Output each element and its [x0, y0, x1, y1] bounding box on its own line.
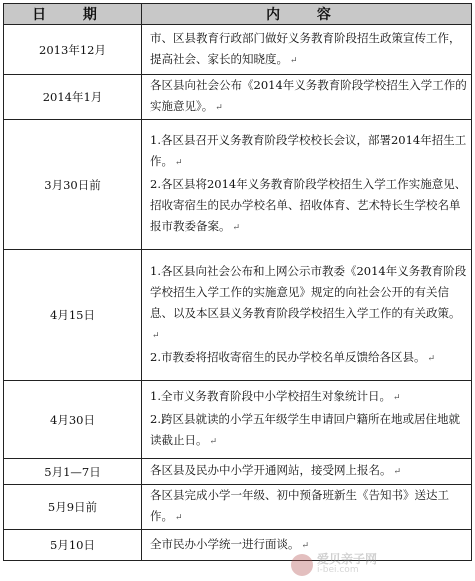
paragraph-mark-icon: ↵ — [175, 513, 183, 523]
paragraph-mark-icon: ↵ — [152, 330, 160, 341]
row-date: 2014年1月 — [4, 75, 142, 120]
row-content — [142, 459, 472, 485]
paragraph-mark-icon: ↵ — [232, 223, 241, 233]
row-content — [142, 250, 472, 381]
row-content — [142, 75, 472, 120]
header-date: 日 期 — [4, 4, 142, 25]
content-paragraph — [150, 386, 467, 409]
content-paragraph — [150, 485, 467, 529]
paragraph-mark-icon: ↵ — [175, 158, 183, 168]
schedule-table — [3, 3, 472, 561]
paragraph-text: 2.各区县将2014年义务教育阶段学校招生入学工作实施意见、招收寄宿生的民办学校名单、招收体育、艺术特长生学校名单报市教委备案。 — [150, 177, 467, 233]
header-row — [4, 4, 472, 25]
row-date: 5月9日前 — [4, 485, 142, 530]
table-row — [4, 381, 472, 459]
row-content — [142, 25, 472, 75]
row-date: 4月30日 — [4, 381, 142, 459]
row-date: 5月10日 — [4, 530, 142, 561]
table-row — [4, 485, 472, 530]
table-row — [4, 75, 472, 120]
watermark-name: 爱贝亲子网 — [317, 552, 378, 566]
paragraph-mark-icon: ↵ — [393, 467, 402, 477]
content-paragraph — [150, 28, 467, 72]
paragraph-text: 各区县及民办中小学开通网站，接受网上报名。 — [150, 463, 392, 477]
row-date: 3月30日前 — [4, 120, 142, 250]
row-date: 4月15日 — [4, 250, 142, 381]
table-row — [4, 250, 472, 381]
content-paragraph — [150, 409, 467, 453]
paragraph-mark-icon: ↵ — [301, 540, 310, 551]
header-content: 内 容 — [142, 4, 472, 25]
watermark — [291, 553, 469, 577]
paragraph-mark-icon: ↵ — [215, 103, 223, 113]
row-content — [142, 120, 472, 250]
watermark-logo-icon — [291, 554, 313, 576]
content-paragraph — [150, 460, 467, 483]
paragraph-text: 各区县完成小学一年级、初中预备班新生《告知书》送达工作。 — [150, 488, 449, 523]
content-paragraph — [150, 347, 467, 370]
content-paragraph — [150, 130, 467, 174]
paragraph-text: 1.各区县召开义务教育阶段学校校长会议，部署2014年招生工作。 — [150, 133, 467, 168]
paragraph-text: 全市民办小学统一进行面谈。 — [150, 536, 300, 551]
row-content — [142, 381, 472, 459]
table-row — [4, 459, 472, 485]
content-paragraph — [150, 75, 467, 119]
table-row — [4, 120, 472, 250]
paragraph-text: 1.各区县向社会公布和上网公示市教委《2014年义务教育阶段学校招生入学工作的实施意见》规定的向社会公开的有关信息、以及本区县义务教育阶段学校招生入学工作的有关政策。 — [150, 263, 467, 320]
paragraph-text: 2.跨区县就读的小学五年级学生申请回户籍所在地或居住地就读截止日。 — [150, 412, 460, 447]
paragraph-mark-icon: ↵ — [290, 55, 298, 66]
watermark-url: i-bei.com — [317, 565, 359, 575]
paragraph-mark-icon: ↵ — [427, 353, 436, 364]
row-date: 2013年12月 — [4, 25, 142, 75]
paragraph-text: 市、区县教育行政部门做好义务教育阶段招生政策宣传工作，提高社会、家长的知晓度。 — [150, 30, 461, 66]
row-date: 5月1—7日 — [4, 459, 142, 485]
paragraph-text: 1.全市义务教育阶段中小学校招生对象统计日。 — [150, 389, 391, 403]
paragraph-text: 各区县向社会公布《2014年义务教育阶段学校招生入学工作的实施意见》。 — [150, 78, 467, 113]
row-content — [142, 485, 472, 530]
paragraph-text: 2.市教委将招收寄宿生的民办学校名单反馈给各区县。 — [150, 349, 426, 364]
content-paragraph — [150, 174, 467, 239]
paragraph-mark-icon: ↵ — [392, 393, 401, 403]
table-row — [4, 25, 472, 75]
paragraph-mark-icon: ↵ — [209, 437, 218, 447]
content-paragraph — [150, 261, 467, 347]
